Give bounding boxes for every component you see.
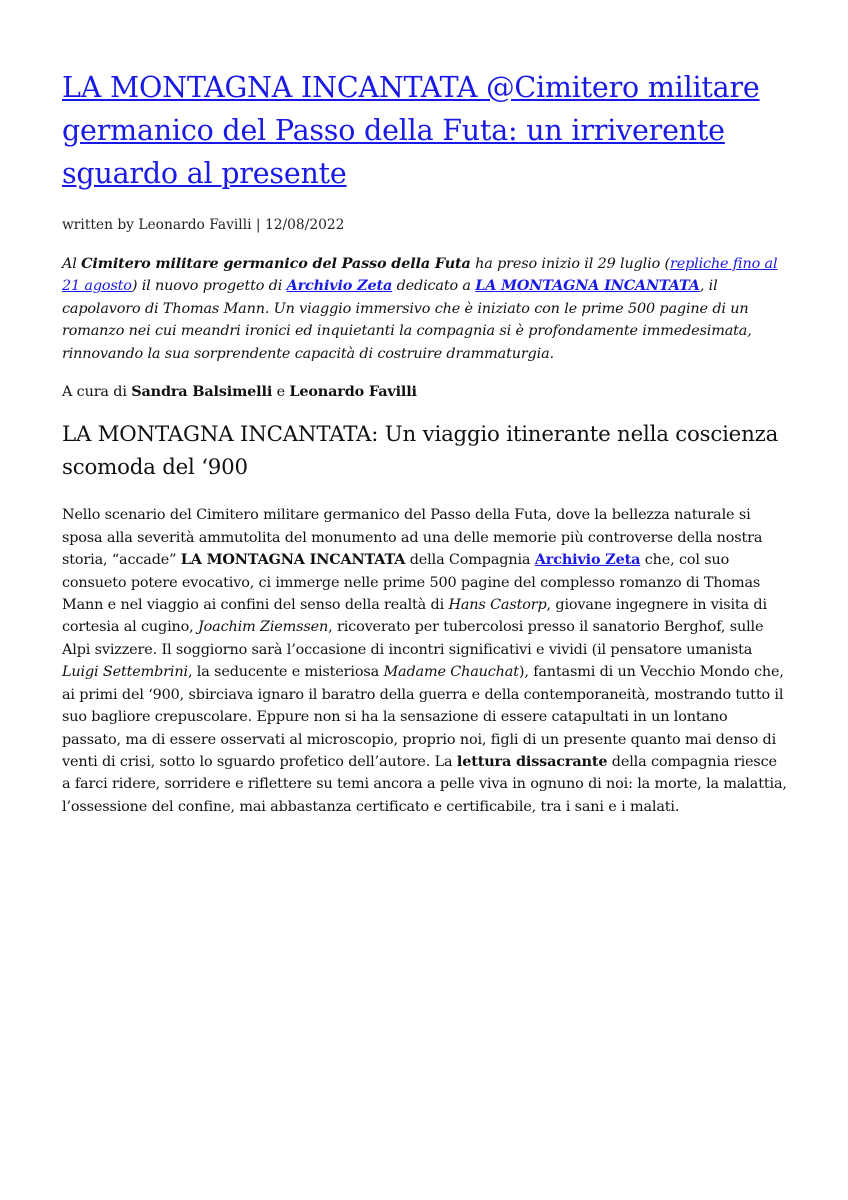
body-character-joachim: Joachim Ziemssen xyxy=(198,619,329,636)
body-emphasis-reading: lettura dissacrante xyxy=(456,752,608,770)
article-title xyxy=(62,66,788,195)
curated-prefix: A cura di xyxy=(62,384,132,401)
intro-venue: Cimitero militare germanico del Passo della Futa xyxy=(81,255,471,272)
curated-by xyxy=(62,381,788,403)
body-text-6: , la seducente e misteriosa xyxy=(187,664,384,681)
intro-text-1: Al xyxy=(62,256,82,272)
body-character-settembrini: Luigi Settembrini xyxy=(62,664,188,681)
article-title-link[interactable]: LA MONTAGNA INCANTATA @Cimitero militare germanico del Passo della Futa: un irriverente sguardo al presente xyxy=(62,71,760,190)
body-character-hans: Hans Castorp xyxy=(448,597,547,614)
body-text-2: della Compagnia xyxy=(405,552,535,569)
body-archivio-zeta-link[interactable]: Archivio Zeta xyxy=(534,551,641,569)
curated-separator: e xyxy=(272,384,290,401)
montagna-incantata-link[interactable]: LA MONTAGNA INCANTATA xyxy=(475,277,700,295)
body-text-8: della compagnia riesce a farci ridere, sorridere e riflettere su temi ancora a pelle viva in ognuno di noi: la morte, la malattia, l’ossessione del confine, mai abbastanza certificato e certificabile, tra i sani e i malati. xyxy=(62,753,787,815)
body-character-chauchat: Madame Chauchat xyxy=(383,664,519,681)
intro-text-4: dedicato a xyxy=(392,278,476,295)
body-text-1: Nello scenario del Cimitero militare germanico del Passo della Futa, dove la bellezza naturale si sposa alla severità ammutolita del monumento ad una delle memorie più controverse della nostra storia, “accade” xyxy=(62,507,763,569)
section-heading: LA MONTAGNA INCANTATA: Un viaggio itinerante nella coscienza scomoda del ‘900 xyxy=(62,422,779,480)
archivio-zeta-link[interactable]: Archivio Zeta xyxy=(286,277,393,295)
body-text-3: che, col suo consueto potere evocativo, ci immerge nelle prime 500 pagine del complesso romanzo di Thomas Mann e nel viaggio ai confini del senso della realtà di xyxy=(62,552,761,614)
curator-name-2: Leonardo Favilli xyxy=(289,383,417,401)
curator-name-1: Sandra Balsimelli xyxy=(131,383,273,401)
body-text-7: ), fantasmi di un Vecchio Mondo che, ai primi del ‘900, sbirciava ignaro il baratro della guerra e della contemporaneità, mostrando tutto il suo bagliore crepuscolare. Eppure non si ha la sensazione di essere catapultati in un lontano passato, ma di essere osservati al microscopio, proprio noi, figli di un presente quanto mai denso di venti di crisi, sotto lo sguardo profetico dell’autore. La xyxy=(62,664,784,770)
intro-paragraph xyxy=(62,253,788,365)
replicas-link[interactable]: repliche fino al 21 agosto xyxy=(62,256,778,295)
body-paragraph xyxy=(62,504,788,818)
intro-text-3: ) il nuovo progetto di xyxy=(131,278,287,295)
body-text-4: , giovane ingegnere in visita di cortesia al cugino, xyxy=(62,597,767,636)
intro-text-5: , il capolavoro di Thomas Mann. Un viaggio immersivo che è iniziato con le prime 500 pagine di un romanzo nei cui meandri ironici ed inquietanti la compagnia si è profondamente immedesimata, rinnovando la sua sorprendente capacità di costruire drammaturgia. xyxy=(62,278,752,362)
article-byline: written by Leonardo Favilli | 12/08/2022 xyxy=(62,217,345,233)
intro-text-2: ha preso inizio il 29 luglio ( xyxy=(470,256,670,272)
body-show-title: LA MONTAGNA INCANTATA xyxy=(180,551,406,569)
body-text-5: , ricoverato per tubercolosi presso il sanatorio Berghof, sulle Alpi svizzere. Il soggiorno sarà l’occasione di incontri significativi e vividi (il pensatore umanista xyxy=(62,619,764,658)
